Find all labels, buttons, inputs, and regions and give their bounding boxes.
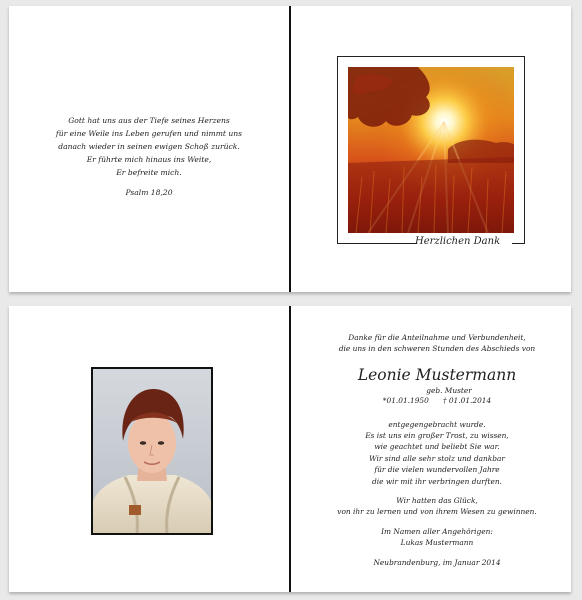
portrait-photo	[91, 367, 213, 535]
tribute-block	[309, 419, 565, 487]
place-date	[309, 557, 565, 568]
verse-line: für eine Weile ins Leben gerufen und nimmt uns	[55, 129, 243, 138]
fold-line	[289, 6, 291, 292]
intro-line: die uns in den schweren Stunden des Abschieds von	[338, 344, 536, 354]
verse-line: Er führte mich hinaus ins Weite,	[86, 155, 212, 164]
tribute-line: Wir sind alle sehr stolz und dankbar	[369, 453, 505, 463]
psalm-verse	[49, 114, 249, 199]
birth-date: *01.01.1950	[382, 396, 429, 406]
cover-photo-frame	[337, 56, 525, 244]
card-outer-spread	[9, 6, 571, 292]
verse-reference: Psalm 18,20	[125, 188, 173, 197]
signature-line: Lukas Mustermann	[400, 538, 474, 548]
signature-line: Im Namen aller Angehörigen:	[381, 526, 493, 536]
intro-line: Danke für die Anteilnahme und Verbundenheit,	[348, 333, 526, 342]
tribute-line: wie geachtet und beliebt Sie war.	[374, 442, 500, 452]
sunset-illustration	[348, 67, 514, 233]
life-dates	[309, 395, 565, 406]
tribute-line: für die vielen wundervollen Jahre	[374, 465, 500, 475]
tribute-line: entgegengebracht wurde.	[388, 419, 486, 429]
tribute-line: Es ist uns ein großer Trost, zu wissen,	[365, 431, 509, 441]
place-date-line: Neubrandenburg, im Januar 2014	[373, 557, 501, 567]
gratitude-line: Wir hatten das Glück,	[396, 496, 478, 506]
death-date: † 01.01.2014	[442, 396, 492, 406]
gratitude-block	[309, 495, 565, 518]
verse-line: danach wieder in seinen ewigen Schoß zurück.	[58, 142, 240, 151]
announcement-text	[309, 332, 565, 568]
card-inner-spread	[9, 306, 571, 592]
tribute-line: die wir mit ihr verbringen durften.	[372, 476, 502, 486]
gratitude-line: von ihr zu lernen und von ihrem Wesen zu gewinnen.	[337, 507, 537, 517]
thanks-caption: Herzlichen Dank	[415, 236, 501, 247]
sunset-photo	[348, 67, 514, 233]
portrait-illustration	[93, 369, 211, 533]
maiden-name: geb. Muster	[426, 385, 472, 395]
deceased-name: Leonie Mustermann	[357, 365, 517, 384]
signature-block	[309, 526, 565, 549]
verse-line: Er befreite mich.	[116, 168, 182, 177]
fold-line	[289, 306, 291, 592]
verse-line: Gott hat uns aus der Tiefe seines Herzens	[68, 116, 230, 125]
